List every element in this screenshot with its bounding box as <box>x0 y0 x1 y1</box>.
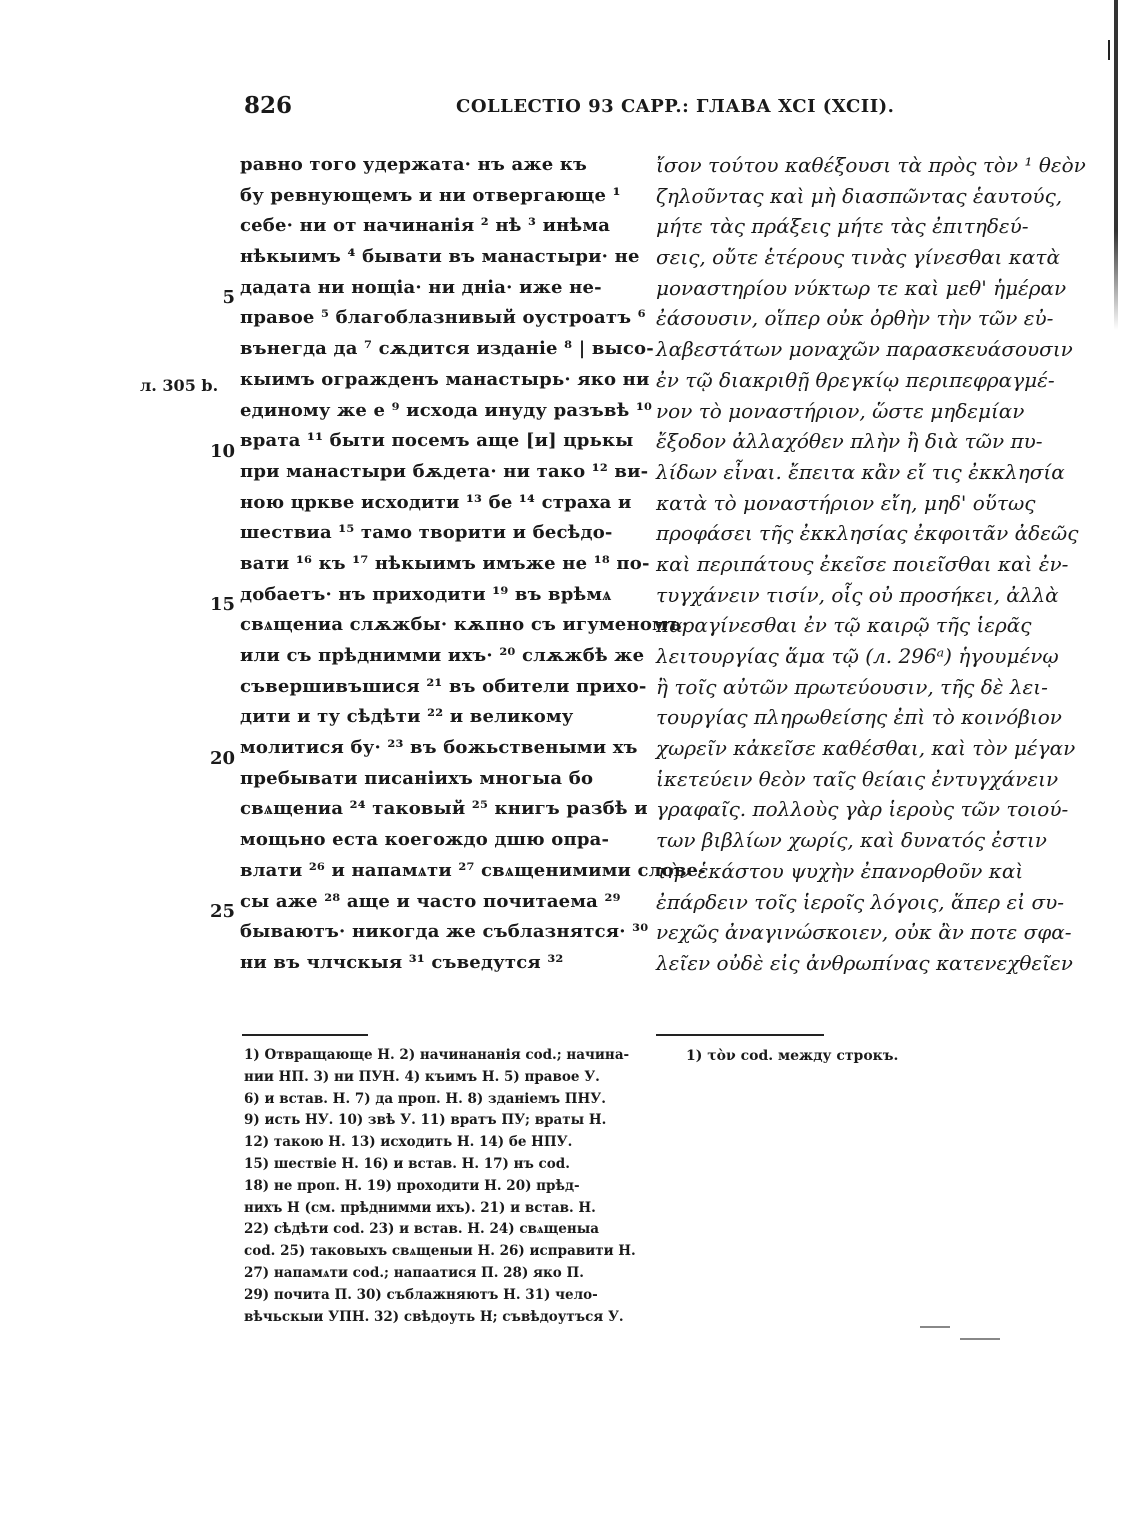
text-line: врата ¹¹ быти посемъ аще [и] црькы <box>240 430 634 452</box>
footnote-line: 29) почита П. 30) съблажняютъ Н. 31) чело- <box>244 1286 598 1303</box>
text-line: бу ревнующемъ и ни отвергающе ¹ <box>240 184 621 206</box>
footnote-line: cod. 25) таковыхъ свѧщеныи Н. 26) исправити Н. <box>244 1243 636 1260</box>
footnote-line: нихъ Н (см. прѣднимми ихъ). 21) и встав. Н. <box>244 1199 596 1216</box>
text-line: τυγχάνειν τισίν, οἷς οὐ προσήκει, ἀλλὰ <box>656 582 1059 607</box>
footnote-divider <box>242 1034 368 1036</box>
text-line: νον τὸ μοναστήριον, ὥστε μηδεμίαν <box>656 398 1025 423</box>
text-line: ἴσον τούτου καθέξουσι τὰ πρὸς τὸν ¹ θεὸν <box>656 153 1086 177</box>
text-line: молитися бу· ²³ въ божьствеными хъ <box>240 737 638 759</box>
text-line: кыимъ огражденъ манастырь· яко ни <box>240 368 650 390</box>
text-line: ною цркве исходити ¹³ бе ¹⁴ страха и <box>240 491 632 513</box>
text-line: νεχῶς ἀναγινώσκοιεν, οὐκ ἂν ποτε σφα- <box>656 920 1072 945</box>
footnote-line: 22) сѣдѣти cod. 23) и встав. Н. 24) свѧщеныа <box>244 1221 600 1238</box>
text-line: λίδων εἶναι. ἔπειτα κἂν εἴ τις ἐκκλησία <box>656 459 1065 484</box>
footnote-line: вѣчьскыи УПН. 32) свѣдоуть Н; съвѣдоутъся У. <box>244 1308 624 1325</box>
text-line: ἔξοδον ἀλλαχόθεν πλὴν ἢ διὰ τῶν πυ- <box>656 429 1043 454</box>
text-line: ἐπάρδειν τοῖς ἱεροῖς λόγοις, ἅπερ εἰ συ- <box>656 889 1065 914</box>
text-line: единому же е ⁹ исхода инуду разъвѣ ¹⁰ <box>240 399 653 421</box>
footnote-line: 1) Отвращающе Н. 2) начинананія cod.; начина- <box>244 1047 630 1063</box>
text-line: бываютъ· никогда же съблазнятся· ³⁰ <box>240 921 649 943</box>
footnote-line: 27) напамѧти cod.; напаатися П. 28) яко П. <box>244 1264 584 1281</box>
text-line: ἢ τοῖς αὐτῶν πρωτεύουσιν, τῆς δὲ λει- <box>656 674 1048 699</box>
text-line: μήτε τὰς πράξεις μήτε τὰς ἐπιτηδεύ- <box>656 214 1029 239</box>
text-line: съвершивъшися ²¹ въ обители прихо- <box>240 675 647 697</box>
line-number: 25 <box>209 901 235 922</box>
text-line: правое ⁵ благоблазнивый оустроатъ ⁶ <box>240 307 646 329</box>
text-line: свѧщениа ²⁴ таковый ²⁵ книгъ разбѣ и <box>240 798 648 820</box>
text-line: дадата ни нощіа· ни дніа· иже не- <box>240 276 602 298</box>
scan-speck <box>920 1326 950 1328</box>
footnote-line: 15) шествіе Н. 16) и встав. Н. 17) нъ cod. <box>244 1155 570 1172</box>
line-number: 20 <box>209 748 235 769</box>
text-line: προφάσει τῆς ἐκκλησίας ἐκφοιτᾶν ἀδεῶς <box>656 521 1079 546</box>
line-number: 10 <box>209 441 235 462</box>
footnote-divider <box>656 1034 824 1036</box>
text-line: ἱκετεύειν θεὸν ταῖς θείαις ἐντυγχάνειν <box>656 766 1059 791</box>
text-line: καὶ περιπάτους ἐκεῖσε ποιεῖσθαι καὶ ἐν- <box>656 551 1069 576</box>
text-line: шествиа ¹⁵ тамо творити и бесѣдо- <box>240 522 613 544</box>
page-header <box>0 92 1140 128</box>
text-line: σεις, οὔτε ἑτέρους τινὰς γίνεσθαι κατὰ <box>656 245 1060 270</box>
text-line: τὴν ἑκάστου ψυχὴν ἐπανορθοῦν καὶ <box>656 858 1024 883</box>
footnotes-greek <box>686 1045 898 1067</box>
footnote-line: нии НП. 3) ни ПУН. 4) къимъ Н. 5) правое У. <box>244 1068 600 1085</box>
text-line: влати ²⁶ и напамѧти ²⁷ свѧщенимими слове- <box>240 859 706 881</box>
text-line: μοναστηρίου νύκτωρ τε καὶ μεθ' ἡμέραν <box>656 275 1067 300</box>
text-line: мощьно еста коегождо дшю опра- <box>240 829 610 851</box>
text-line: λαβεστάτων μοναχῶν παρασκευάσουσιν <box>656 337 1073 362</box>
text-line: дити и ту сѣдѣти ²² и великому <box>240 706 574 728</box>
line-number: 15 <box>209 594 235 615</box>
greek-column <box>656 150 1086 979</box>
footnote-line: 1) τὸν cod. между строкъ. <box>686 1048 899 1064</box>
line-number: 5 <box>222 287 235 308</box>
text-line: ζηλοῦντας καὶ μὴ διασπῶντας ἑαυτούς, <box>656 183 1063 208</box>
scan-edge-mark <box>1108 40 1110 60</box>
text-line: ἐάσουσιν, οἵπερ οὐκ ὀρθὴν τὴν τῶν εὐ- <box>656 306 1054 331</box>
scan-edge-mark <box>1114 0 1118 330</box>
page-number: 826 <box>244 92 293 119</box>
footnote-line: 6) и встав. Н. 7) да проп. Н. 8) зданіемъ ПНУ. <box>244 1090 606 1107</box>
text-line: вънегда да ⁷ сѫдится изданіе ⁸ | высо- <box>240 338 654 360</box>
text-line: των βιβλίων χωρίς, καὶ δυνατός ἐστιν <box>656 828 1047 853</box>
text-line: пребывати писаніихъ многыа бо <box>240 767 594 789</box>
text-line: добаетъ· нъ приходити ¹⁹ въ врѣмѧ <box>240 583 612 605</box>
scan-speck <box>960 1338 1000 1340</box>
footnote-line: 18) не проп. Н. 19) проходити Н. 20) прѣд- <box>244 1177 580 1194</box>
text-line: λεῖεν οὐδὲ εἰς ἀνθρωπίνας κατενεχθεῖεν <box>656 950 1073 975</box>
text-line: при манастыри бѫдета· ни тако ¹² ви- <box>240 460 649 482</box>
running-title: COLLECTIO 93 CAPP.: ГЛАВА XCI (XCII). <box>456 96 895 117</box>
text-line: λειτουργίας ἅμα τῷ (л. 296ᵃ) ἡγουμένῳ <box>656 644 1059 668</box>
text-line: γραφαῖς. πολλοὺς γὰρ ἱεροὺς τῶν τοιού- <box>656 797 1069 822</box>
text-line: сы аже ²⁸ аще и часто почитаема ²⁹ <box>240 890 621 912</box>
text-line: свѧщениа слѫжбы· кѫпно съ игуменомъ· <box>240 614 689 636</box>
slavonic-column <box>240 150 706 979</box>
footnote-line: 12) такою Н. 13) исходить Н. 14) бе НПУ. <box>244 1134 573 1151</box>
text-line: себе· ни от начинанія ² нѣ ³ инѣма <box>240 215 611 237</box>
text-line: ἐν τῷ διακριθῇ θρεγκίῳ περιπεφραγμέ- <box>656 367 1055 392</box>
text-line: παραγίνεσθαι ἐν τῷ καιρῷ τῆς ἱερᾶς <box>656 613 1032 638</box>
text-line: κατὰ τὸ μοναστήριον εἴη, μηδ' οὕτως <box>656 490 1036 515</box>
footnote-line: 9) исть НУ. 10) звѣ У. 11) вратъ ПУ; враты Н. <box>244 1112 607 1129</box>
text-line: равно того удержата· нъ аже къ <box>240 154 588 175</box>
text-line: нѣкыимъ ⁴ бывати въ манастыри· не <box>240 246 640 268</box>
footnotes-slavonic <box>244 1045 640 1328</box>
folio-reference: л. 305 b. <box>140 376 219 395</box>
text-line: ни въ члчскыя ³¹ съведутся ³² <box>240 951 564 973</box>
text-line: χωρεῖν κἀκεῖσε καθέσθαι, καὶ τὸν μέγαν <box>656 736 1076 761</box>
text-line: вати ¹⁶ къ ¹⁷ нѣкыимъ имъже не ¹⁸ по- <box>240 552 650 574</box>
text-line: τουργίας πληρωθείσης ἐπὶ τὸ κοινόβιον <box>656 705 1062 730</box>
text-line: или съ прѣднимми ихъ· ²⁰ слѫжбѣ же <box>240 645 645 666</box>
